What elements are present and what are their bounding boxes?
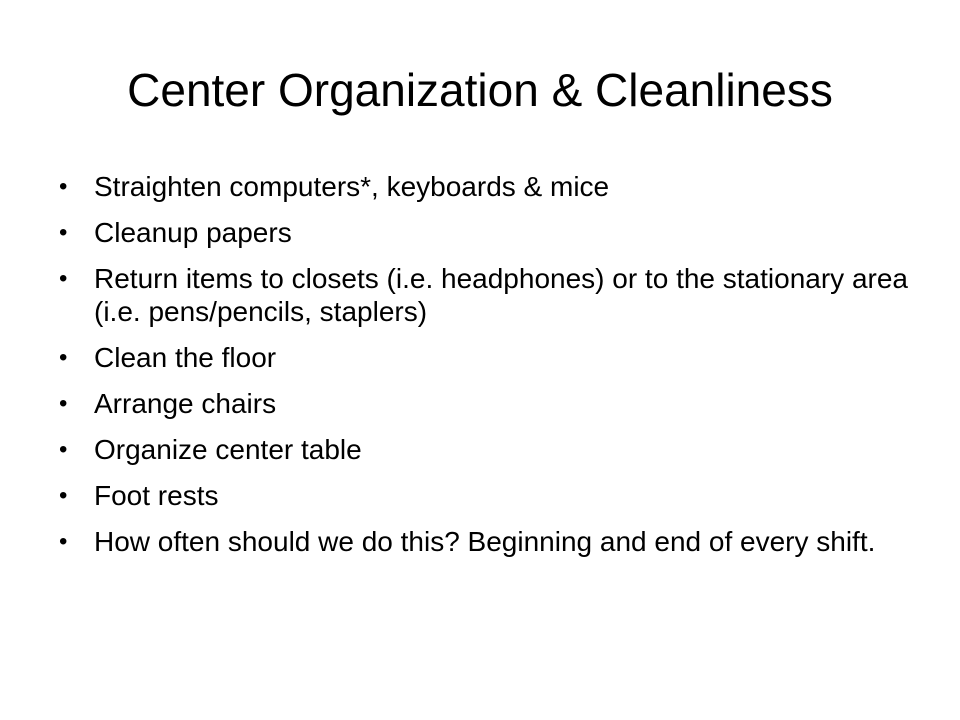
bullet-dot-icon: • [59, 265, 68, 292]
bullet-dot-icon: • [59, 344, 68, 371]
bullet-item [58, 387, 918, 420]
bullet-item [58, 433, 918, 466]
bullet-text: Return items to closets (i.e. headphones) or to the stationary area (i.e. pens/pencils, staplers) [94, 263, 908, 327]
bullet-text: Cleanup papers [94, 217, 292, 248]
bullet-list [58, 170, 918, 571]
bullet-text: Foot rests [94, 480, 219, 511]
bullet-text: Organize center table [94, 434, 362, 465]
bullet-text: How often should we do this? Beginning and end of every shift. [94, 526, 876, 557]
bullet-item [58, 341, 918, 374]
bullet-dot-icon: • [59, 390, 68, 417]
bullet-dot-icon: • [59, 528, 68, 555]
bullet-dot-icon: • [59, 173, 68, 200]
bullet-dot-icon: • [59, 482, 68, 509]
bullet-text: Clean the floor [94, 342, 277, 373]
slide-title: Center Organization & Cleanliness [127, 64, 833, 116]
bullet-item [58, 525, 918, 558]
bullet-item [58, 170, 918, 203]
bullet-item [58, 262, 918, 328]
bullet-text: Straighten computers*, keyboards & mice [94, 171, 610, 202]
bullet-text: Arrange chairs [94, 388, 277, 419]
bullet-item [58, 479, 918, 512]
bullet-item [58, 216, 918, 249]
bullet-dot-icon: • [59, 436, 68, 463]
bullet-dot-icon: • [59, 219, 68, 246]
